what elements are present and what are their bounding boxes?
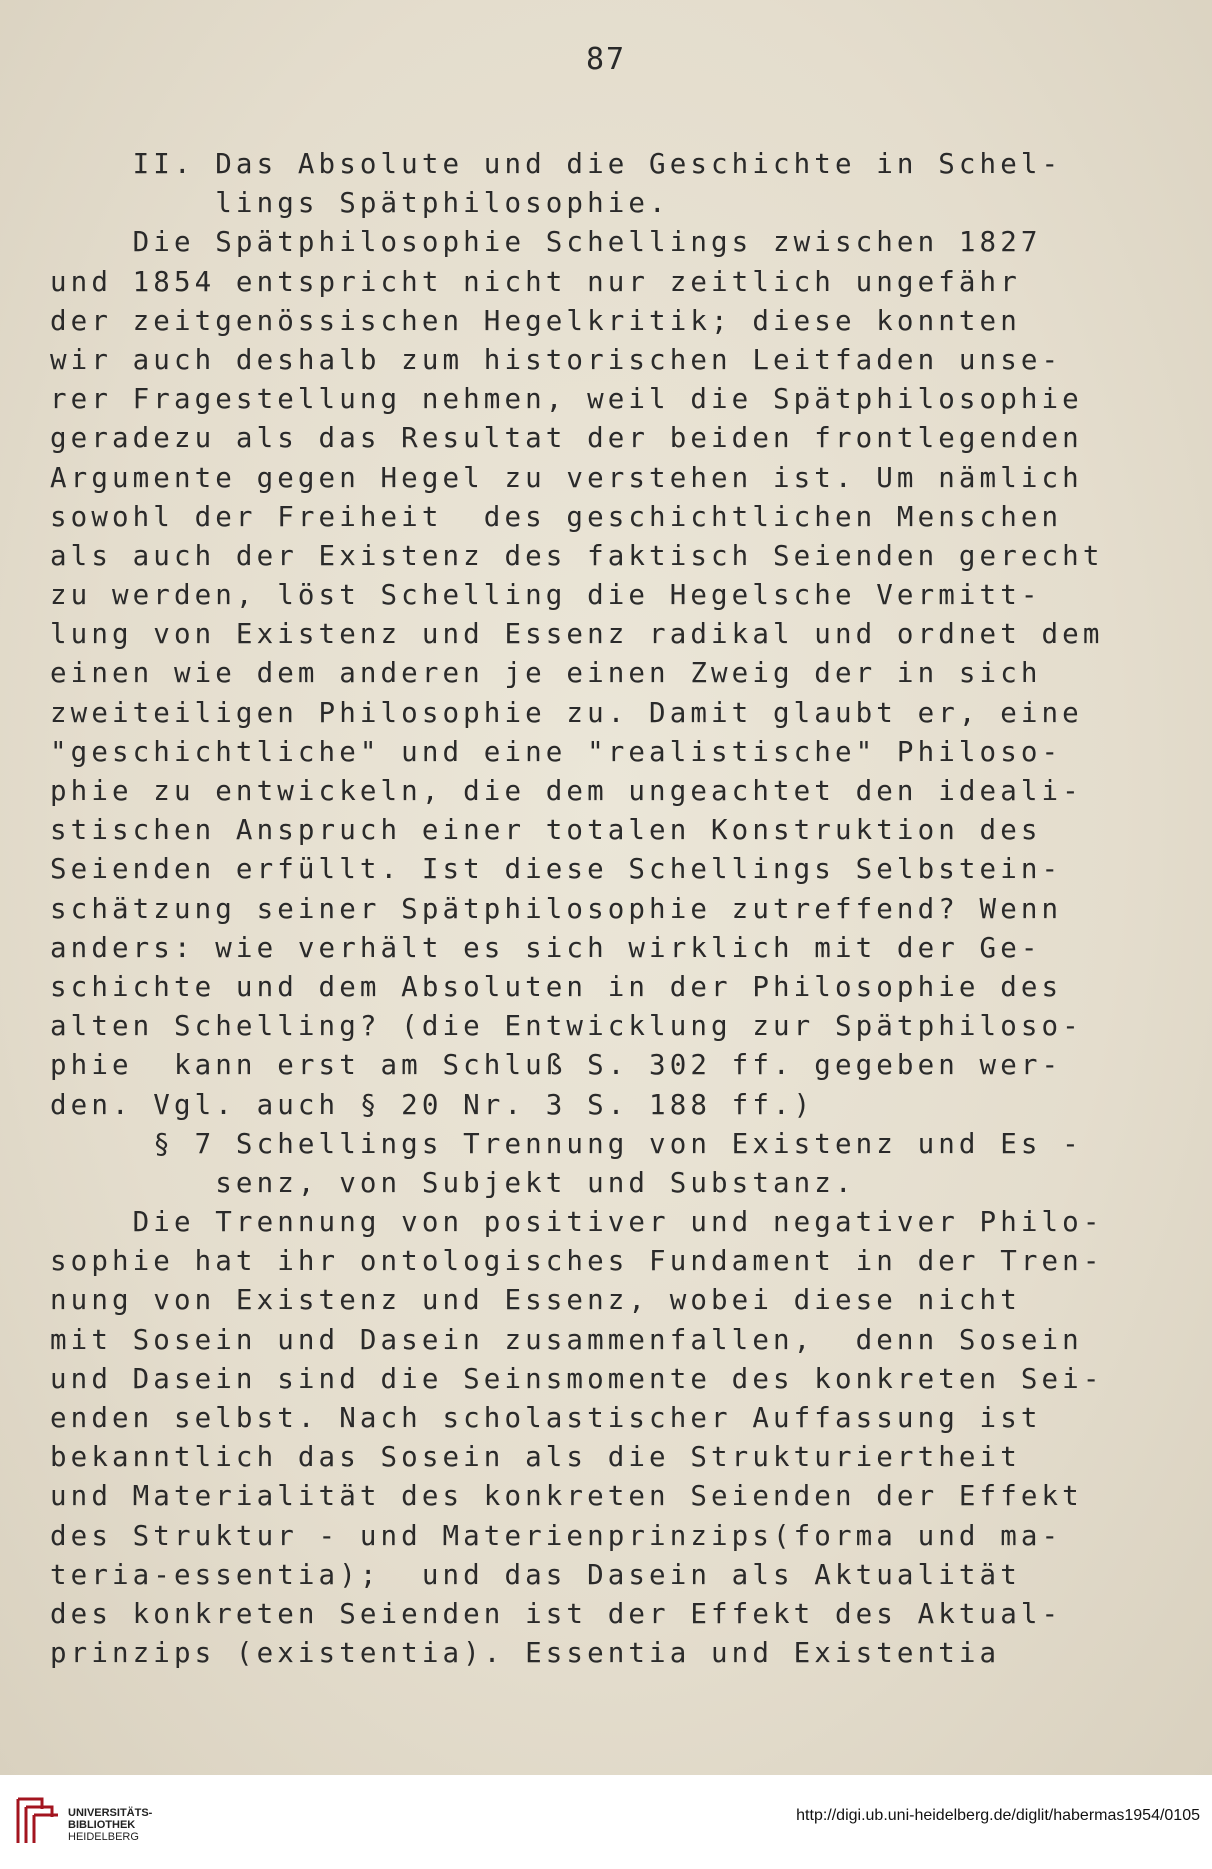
text-line: des Struktur - und Materienprinzips(forma und ma-: [50, 1519, 1063, 1552]
text-line: alten Schelling? (die Entwicklung zur Spätphiloso-: [50, 1010, 1083, 1043]
text-line: und Materialität des konkreten Seienden der Effekt: [50, 1480, 1083, 1513]
text-line: geradezu als das Resultat der beiden frontlegenden: [50, 422, 1083, 455]
text-line: als auch der Existenz des faktisch Seienden gerecht: [50, 539, 1104, 572]
text-line: sophie hat ihr ontologisches Fundament in der Tren-: [50, 1245, 1104, 1278]
library-logo-icon: [12, 1795, 60, 1847]
text-line: und 1854 entspricht nicht nur zeitlich ungefähr: [50, 265, 1021, 298]
text-line: wir auch deshalb zum historischen Leitfaden unse-: [50, 343, 1063, 376]
source-url-link[interactable]: http://digi.ub.uni-heidelberg.de/diglit/habermas1954/0105: [796, 1807, 1200, 1824]
text-line: zu werden, löst Schelling die Hegelsche Vermitt-: [50, 579, 1042, 612]
text-line: lung von Existenz und Essenz radikal und ordnet dem: [50, 618, 1104, 651]
text-line: Argumente gegen Hegel zu verstehen ist. Um nämlich: [50, 461, 1083, 494]
text-line: Die Spätphilosophie Schellings zwischen 1827: [50, 226, 1042, 259]
text-line: prinzips (existentia). Essentia und Existentia: [50, 1637, 1001, 1670]
text-line: den. Vgl. auch § 20 Nr. 3 S. 188 ff.): [50, 1088, 815, 1121]
body-text: [50, 145, 1150, 1673]
library-name: [68, 1807, 152, 1843]
text-line: zweiteiligen Philosophie zu. Damit glaubt er, eine: [50, 696, 1083, 729]
text-line: mit Sosein und Dasein zusammenfallen, denn Sosein: [50, 1323, 1083, 1356]
text-line: einen wie dem anderen je einen Zweig der in sich: [50, 657, 1042, 690]
text-line: der zeitgenössischen Hegelkritik; diese konnten: [50, 304, 1021, 337]
text-line: rer Fragestellung nehmen, weil die Spätphilosophie: [50, 383, 1083, 416]
text-line: schätzung seiner Spätphilosophie zutreffend? Wenn: [50, 892, 1063, 925]
text-line: II. Das Absolute und die Geschichte in Schel-: [50, 148, 1063, 180]
library-name-line-1: UNIVERSITÄTS-: [68, 1807, 153, 1819]
text-line: schichte und dem Absoluten in der Philosophie des: [50, 970, 1063, 1003]
text-line: senz, von Subjekt und Substanz.: [50, 1166, 856, 1199]
text-line: Seienden erfüllt. Ist diese Schellings Selbstein-: [50, 853, 1063, 886]
library-name-line-3: HEIDELBERG: [68, 1831, 139, 1843]
text-line: "geschichtliche" und eine "realistische" Philoso-: [50, 735, 1063, 768]
text-line: nung von Existenz und Essenz, wobei diese nicht: [50, 1284, 1021, 1317]
text-line: teria-essentia); und das Dasein als Aktualität: [50, 1558, 1021, 1591]
text-line: stischen Anspruch einer totalen Konstruktion des: [50, 814, 1042, 847]
text-line: lings Spätphilosophie.: [50, 187, 670, 220]
text-line: und Dasein sind die Seinsmomente des konkreten Sei-: [50, 1362, 1104, 1395]
text-line: phie kann erst am Schluß S. 302 ff. gegeben wer-: [50, 1049, 1063, 1082]
text-line: Die Trennung von positiver und negativer Philo-: [50, 1206, 1104, 1239]
page-number: 87: [585, 42, 627, 77]
text-line: phie zu entwickeln, die dem ungeachtet den ideali-: [50, 775, 1083, 807]
text-line: des konkreten Seienden ist der Effekt des Aktual-: [50, 1597, 1063, 1630]
text-line: § 7 Schellings Trennung von Existenz und Es -: [50, 1127, 1083, 1160]
library-name-line-2: BIBLIOTHEK: [68, 1819, 136, 1831]
footer-bar: [0, 1775, 1212, 1869]
text-line: anders: wie verhält es sich wirklich mit der Ge-: [50, 931, 1042, 964]
text-line: sowohl der Freiheit des geschichtlichen Menschen: [50, 500, 1063, 533]
text-line: bekanntlich das Sosein als die Strukturiertheit: [50, 1441, 1021, 1474]
text-line: enden selbst. Nach scholastischer Auffassung ist: [50, 1402, 1042, 1434]
